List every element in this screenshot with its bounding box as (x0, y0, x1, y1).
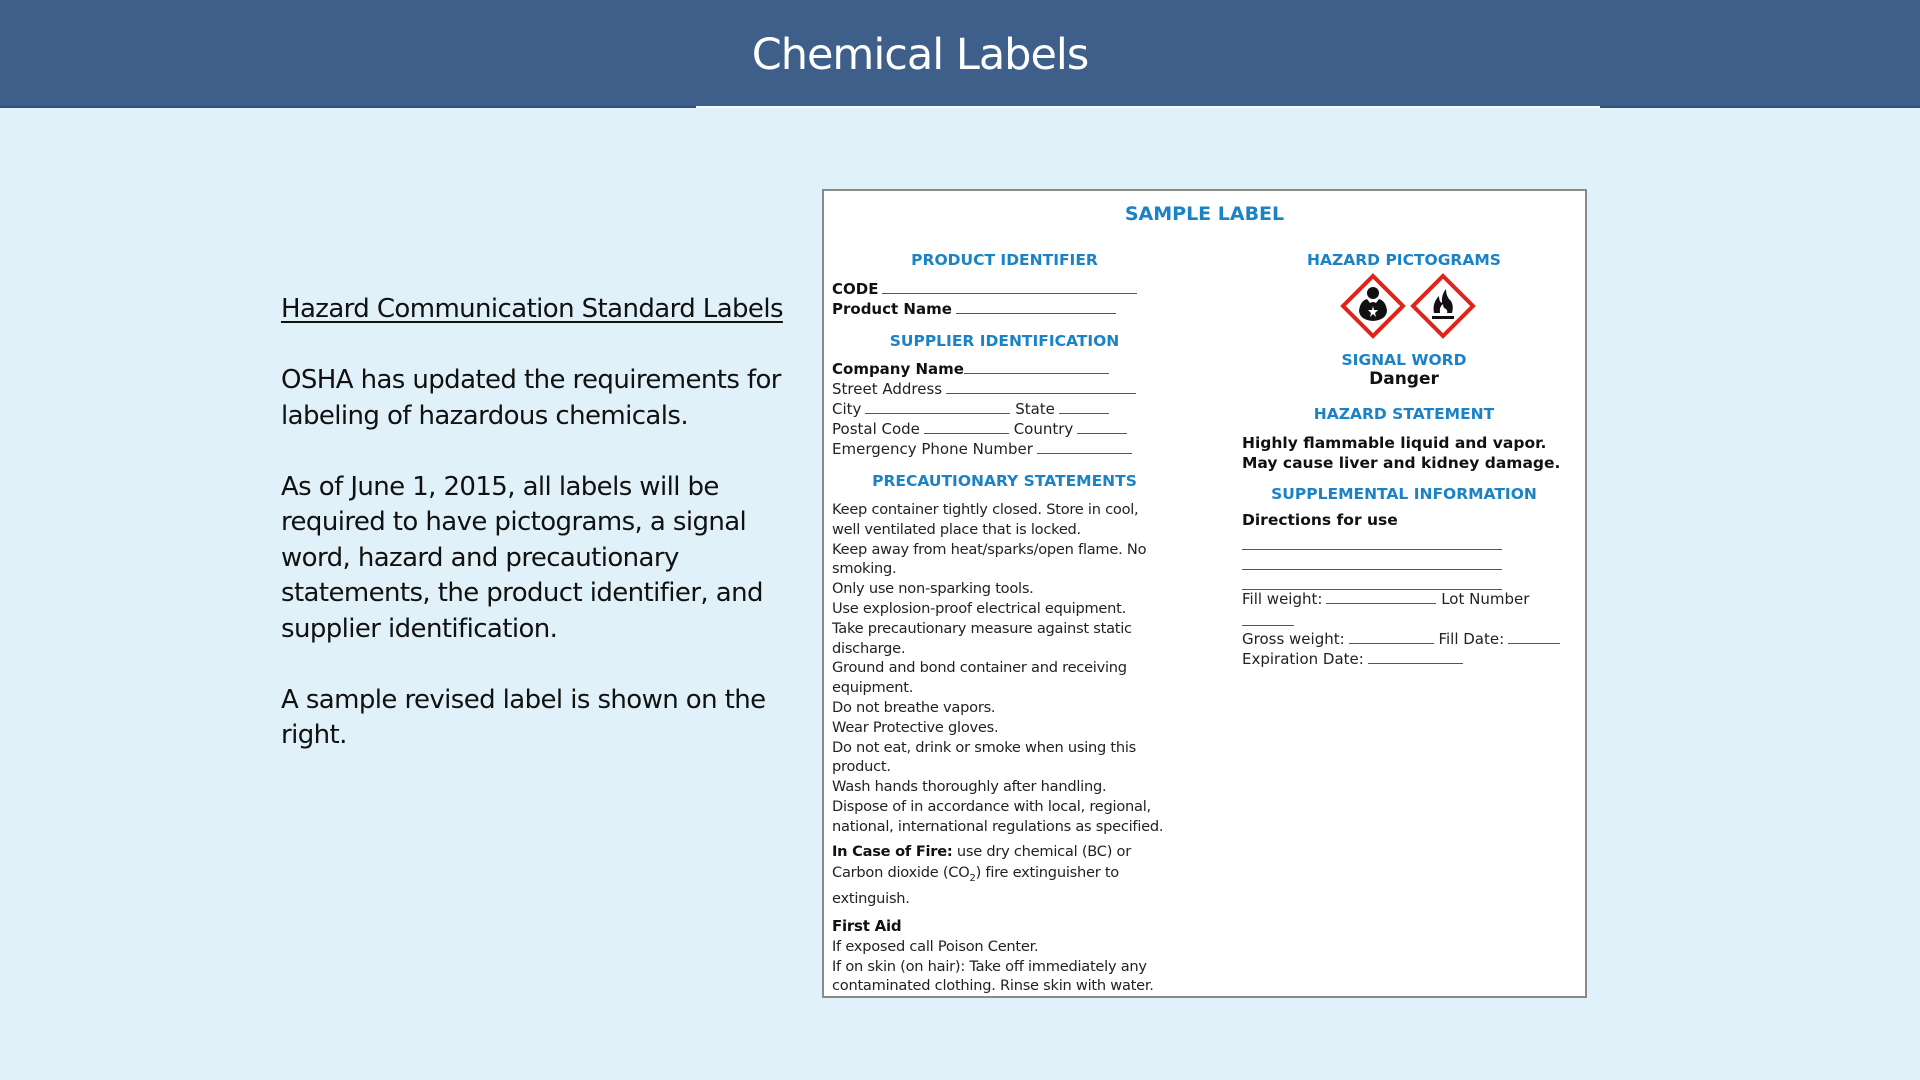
lot-number-label: Lot Number (1441, 590, 1530, 608)
precaution-line: Only use non-sparking tools. (832, 580, 1034, 598)
precaution-line: Wash hands thoroughly after handling. (832, 778, 1107, 796)
fire-text: extinguish. (832, 889, 910, 907)
emergency-phone-field (832, 439, 1132, 459)
fill-weight-blank (1326, 589, 1436, 604)
street-address-field (832, 379, 1136, 399)
state-label: State (1015, 400, 1055, 418)
emergency-phone-label: Emergency Phone Number (832, 440, 1033, 458)
section-heading: Hazard Communication Standard Labels (281, 294, 783, 324)
fire-text: Carbon dioxide (CO (832, 863, 970, 881)
precaution-line: Use explosion-proof electrical equipment. (832, 599, 1127, 617)
precaution-line: Wear Protective gloves. (832, 718, 999, 736)
emergency-phone-blank (1037, 439, 1132, 454)
signal-word-heading: SIGNAL WORD (1341, 351, 1467, 369)
co2-subscript: 2 (969, 872, 976, 884)
fire-text: use dry chemical (BC) or (956, 843, 1131, 860)
hazard-statement-line: Highly flammable liquid and vapor. (1242, 434, 1547, 452)
country-label: Country (1013, 420, 1074, 438)
state-blank (1059, 399, 1109, 414)
supplemental-information-heading: SUPPLEMENTAL INFORMATION (1271, 485, 1537, 503)
lot-number-blank (1242, 611, 1294, 626)
precaution-line: Do not breathe vapors. (832, 698, 996, 716)
directions-blank-line (1242, 549, 1502, 550)
precaution-line: Keep away from heat/sparks/open flame. No (832, 540, 1147, 558)
city-label: City (832, 400, 862, 418)
precaution-line: Keep container tightly closed. Store in cool, (832, 501, 1139, 518)
sample-label-image (822, 189, 1587, 998)
postal-code-blank (924, 419, 1009, 434)
product-identifier-heading: PRODUCT IDENTIFIER (911, 251, 1098, 269)
city-blank (865, 399, 1010, 414)
health-hazard-icon (1340, 273, 1406, 339)
signal-word-value: Danger (1369, 369, 1439, 389)
precaution-line: equipment. (832, 679, 914, 697)
description-panel (281, 292, 801, 789)
first-aid-line: If exposed call Poison Center. (832, 937, 1039, 955)
flame-icon (1410, 273, 1476, 339)
fill-date-label: Fill Date: (1438, 630, 1505, 648)
precautionary-statements-heading: PRECAUTIONARY STATEMENTS (872, 472, 1137, 490)
fire-instructions (832, 842, 1177, 909)
code-field (832, 279, 1137, 299)
supplier-identification-heading: SUPPLIER IDENTIFICATION (889, 332, 1120, 350)
city-state-field (832, 399, 1109, 419)
company-name-label: Company Name (832, 360, 964, 378)
sample-label-title: SAMPLE LABEL (1124, 203, 1285, 225)
precaution-line: product. (832, 758, 891, 776)
product-name-label: Product Name (832, 300, 952, 318)
title-divider (696, 106, 1600, 108)
precaution-line: Take precautionary measure against static (832, 619, 1132, 637)
country-blank (1077, 419, 1127, 434)
product-name-field (832, 299, 1116, 319)
first-aid-line: If on skin (on hair): Take off immediately any (832, 957, 1147, 975)
code-label: CODE (832, 280, 879, 298)
expiration-date-label: Expiration Date: (1242, 650, 1364, 668)
hazard-statement-text (1242, 433, 1560, 473)
code-blank (882, 279, 1137, 294)
fill-weight-label: Fill weight: (1242, 590, 1323, 608)
precaution-line: discharge. (832, 639, 906, 657)
hazard-pictograms-heading: HAZARD PICTOGRAMS (1307, 251, 1501, 269)
precaution-line: Do not eat, drink or smoke when using this (832, 738, 1137, 756)
gross-weight-field (1242, 629, 1560, 649)
paragraph-sample-note: A sample revised label is shown on the right. (281, 684, 766, 750)
precaution-line: smoking. (832, 560, 897, 578)
paragraph-requirements: As of June 1, 2015, all labels will be required to have pictograms, a signal word, hazard and precautionary statements, the product identifier, and supplier identification. (281, 471, 763, 644)
product-name-blank (956, 299, 1116, 314)
paragraph-osha-update: OSHA has updated the requirements for labeling of hazardous chemicals. (281, 365, 781, 431)
expiration-date-blank (1368, 649, 1463, 664)
precaution-line: Ground and bond container and receiving (832, 659, 1127, 677)
street-address-blank (946, 379, 1136, 394)
page-title: Chemical Labels (751, 30, 1089, 80)
directions-label: Directions for use (1242, 511, 1398, 529)
gross-weight-label: Gross weight: (1242, 630, 1345, 648)
company-name-blank (964, 359, 1109, 374)
hazard-statement-line: May cause liver and kidney damage. (1242, 454, 1561, 472)
gross-weight-blank (1349, 629, 1434, 644)
first-aid-line: contaminated clothing. Rinse skin with water. (832, 977, 1154, 995)
postal-code-label: Postal Code (832, 420, 920, 438)
precautionary-statements-list (832, 500, 1177, 837)
precaution-line: Dispose of in accordance with local, regional, (832, 797, 1151, 815)
postal-country-field (832, 419, 1127, 439)
hazard-pictograms (1340, 273, 1490, 339)
expiration-date-field (1242, 649, 1463, 669)
precaution-line: well ventilated place that is locked. (832, 520, 1081, 538)
first-aid-section (832, 917, 1177, 996)
hazard-statement-heading: HAZARD STATEMENT (1313, 405, 1495, 423)
precaution-line: national, international regulations as specified. (832, 817, 1164, 835)
fill-date-blank (1508, 629, 1560, 644)
title-bar (0, 0, 1920, 108)
first-aid-label: First Aid (832, 917, 902, 935)
company-name-field (832, 359, 1109, 379)
fire-label: In Case of Fire: (832, 843, 953, 860)
directions-blank-line (1242, 569, 1502, 570)
fire-text: ) fire extinguisher to (975, 863, 1119, 881)
fill-weight-field (1242, 589, 1529, 609)
street-address-label: Street Address (832, 380, 943, 398)
